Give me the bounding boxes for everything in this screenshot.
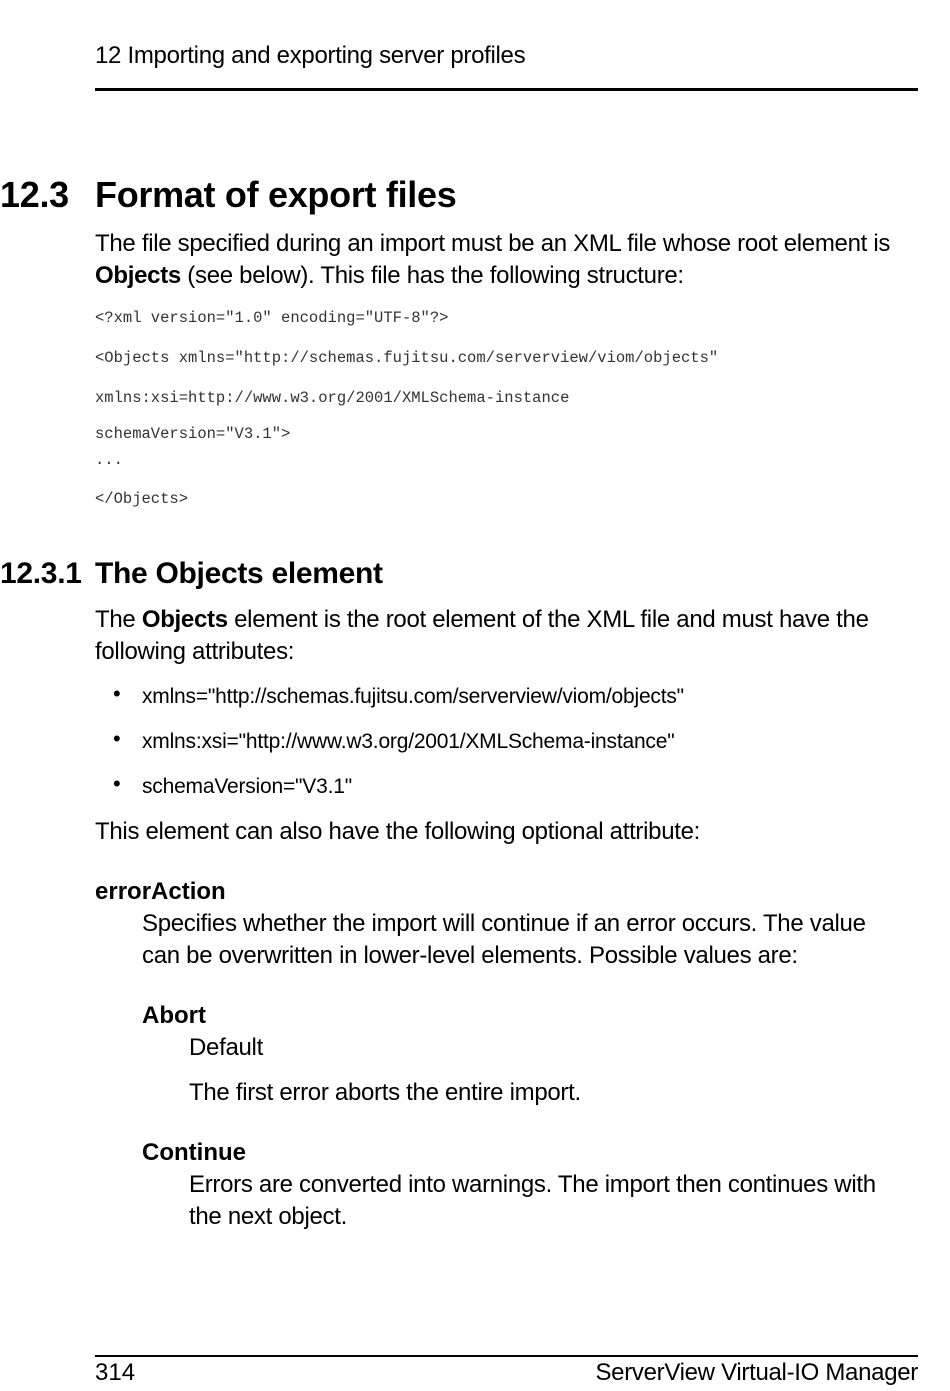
bullet-icon: • [113,726,121,751]
optional-attribute-intro: This element can also have the following optional attribute: [95,818,701,845]
code-ellipsis: ... [95,451,123,469]
attribute-desc-line2: can be overwritten in lower-level elements. Possible values are: [142,942,798,969]
code-line: schemaVersion="V3.1"> [95,425,291,443]
subsection-intro-line1 [95,604,925,636]
attribute-list-item: xmlns="http://schemas.fujitsu.com/serverview/viom/objects" [142,685,684,708]
running-header: 12 Importing and exporting server profiles [95,42,526,69]
code-line: </Objects> [95,490,189,508]
section-number: 12.3 [0,174,69,215]
subsection-heading [0,555,950,593]
value-term: Abort [142,1002,206,1029]
code-line: <?xml version="1.0" encoding="UTF-8"?> [95,309,449,327]
footer-product-title: ServerView Virtual-IO Manager [595,1359,918,1386]
value-desc: the next object. [189,1203,347,1230]
objects-term: Objects [95,262,181,289]
value-term: Continue [142,1139,246,1166]
footer-rule [95,1355,918,1357]
code-line: xmlns:xsi=http://www.w3.org/2001/XMLSchema-instance [95,389,570,407]
code-line: <Objects xmlns="http://schemas.fujitsu.com/serverview/viom/objects" [95,349,719,367]
bullet-icon: • [113,771,121,796]
attribute-list-item: xmlns:xsi="http://www.w3.org/2001/XMLSchema-instance" [142,730,675,753]
attribute-list-item: schemaVersion="V3.1" [142,775,352,798]
header-rule [95,88,918,91]
page-number: 314 [95,1359,136,1386]
section-intro-rest: (see below). This file has the following structure: [180,262,684,289]
bullet-icon: • [113,681,121,706]
section-title: Format of export files [95,174,457,215]
attribute-desc-line1: Specifies whether the import will continue if an error occurs. The value [142,910,866,937]
section-heading [0,173,950,217]
value-desc: Default [189,1034,263,1061]
objects-term: Objects [141,606,228,633]
section-intro-line2 [95,260,925,292]
subsection-title: The Objects element [95,557,383,590]
subsection-number: 12.3.1 [0,557,82,590]
subsection-intro-line2: following attributes: [95,638,295,665]
section-intro-line1: The file specified during an import must be an XML file whose root element is [95,230,891,257]
attribute-name: errorAction [95,878,226,905]
intro-rest: element is the root element of the XML file and must have the [227,606,869,633]
value-desc: Errors are converted into warnings. The import then continues with [189,1171,876,1198]
intro-prefix: The [95,606,142,633]
value-desc: The first error aborts the entire import. [189,1079,581,1106]
